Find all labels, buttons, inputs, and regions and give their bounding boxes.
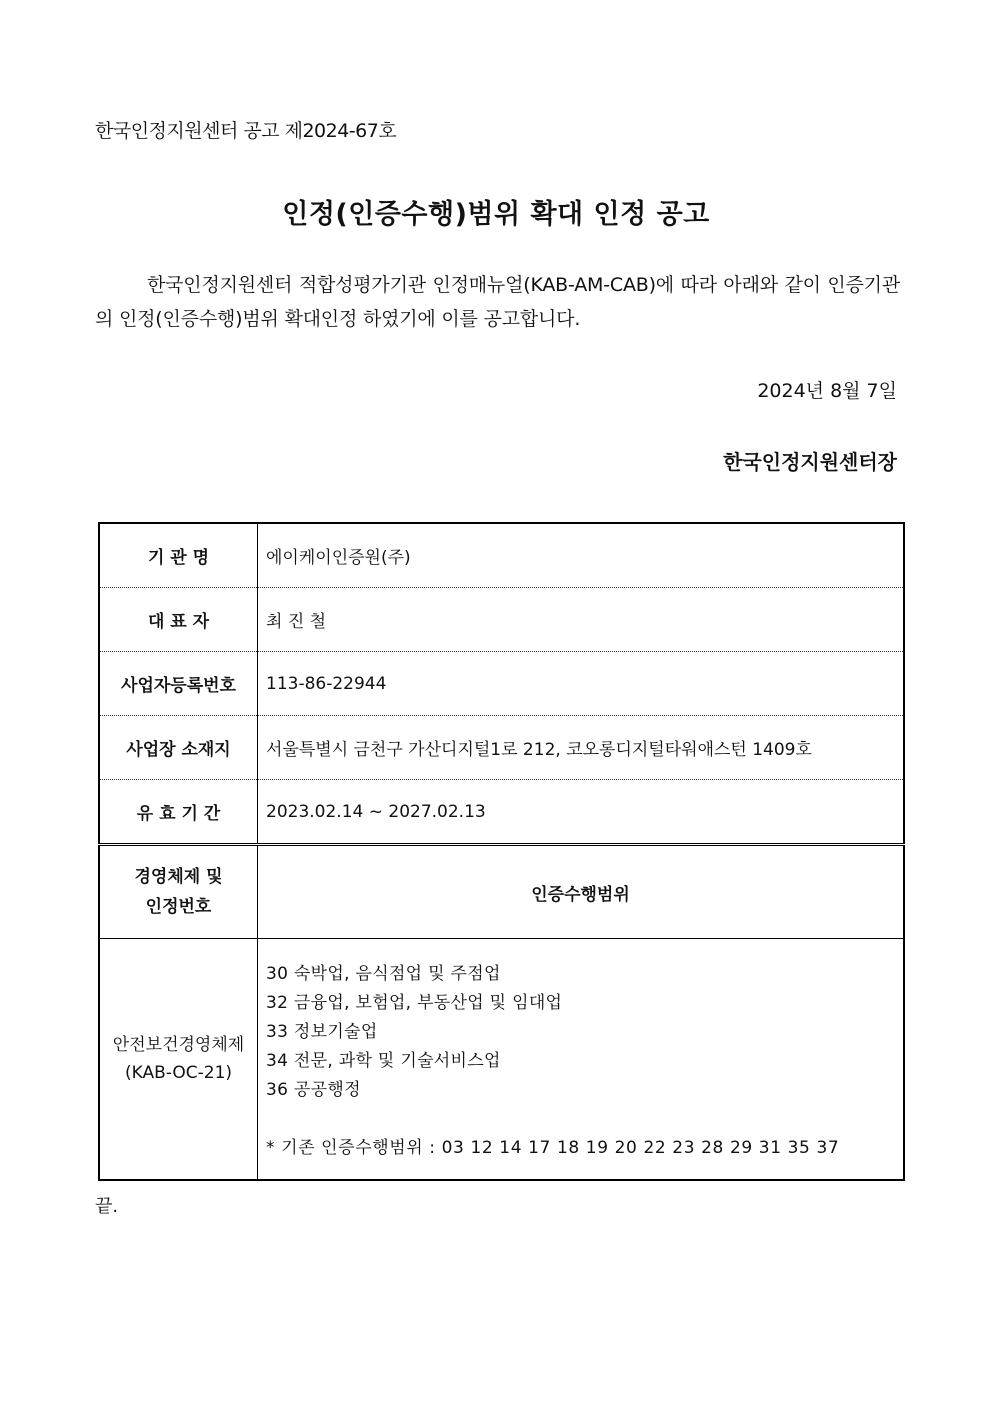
system-name: 안전보건경영체제 bbox=[112, 1035, 245, 1055]
notice-number: 한국인정지원센터 공고 제2024-67호 bbox=[95, 120, 397, 142]
scope-item: 33 정보기술업 bbox=[266, 1022, 378, 1042]
issuer-name: 한국인정지원센터장 bbox=[723, 450, 897, 474]
table-row bbox=[99, 588, 904, 652]
scope-list bbox=[266, 960, 895, 1105]
system-column-header bbox=[99, 845, 258, 939]
row-value-representative: 최 진 철 bbox=[258, 588, 905, 652]
table-row bbox=[99, 652, 904, 716]
end-mark: 끝. bbox=[95, 1196, 119, 1217]
accreditation-table bbox=[98, 522, 905, 1181]
system-accreditation-number: (KAB-OC-21) bbox=[124, 1063, 233, 1083]
row-value-address: 서울특별시 금천구 가산디지털1로 212, 코오롱디지털타워애스턴 1409호 bbox=[258, 716, 905, 780]
table-row bbox=[99, 716, 904, 780]
scope-item: 32 금융업, 보험업, 부동산업 및 임대업 bbox=[266, 993, 563, 1013]
system-header-line2: 인정번호 bbox=[145, 897, 212, 917]
scope-item: 36 공공행정 bbox=[266, 1080, 361, 1100]
scope-item: 30 숙박업, 음식점업 및 주점업 bbox=[266, 964, 501, 984]
row-value-validity: 2023.02.14 ~ 2027.02.13 bbox=[258, 780, 905, 845]
system-row bbox=[99, 939, 904, 1181]
row-label-institution: 기 관 명 bbox=[99, 523, 258, 588]
row-label-representative: 대 표 자 bbox=[99, 588, 258, 652]
table-row bbox=[99, 523, 904, 588]
row-value-business-number: 113-86-22944 bbox=[258, 652, 905, 716]
body-paragraph: 한국인정지원센터 적합성평가기관 인정매뉴얼(KAB-AM-CAB)에 따라 아래와 같이 인증기관의 인정(인증수행)범위 확대인정 하였기에 이를 공고합니다. bbox=[95, 274, 900, 330]
existing-scope-note: * 기존 인증수행범위 : 03 12 14 17 18 19 20 22 23 28 29 31 35 37 bbox=[266, 1138, 840, 1158]
page-title: 인정(인증수행)범위 확대 인정 공고 bbox=[282, 199, 710, 230]
row-value-institution: 에이케이인증원(주) bbox=[258, 523, 905, 588]
notice-date: 2024년 8월 7일 bbox=[757, 380, 897, 402]
system-name-cell bbox=[99, 939, 258, 1181]
system-header-line1: 경영체제 및 bbox=[134, 867, 223, 887]
scope-cell bbox=[258, 939, 905, 1181]
scope-column-header: 인증수행범위 bbox=[258, 845, 905, 939]
scope-header-row bbox=[99, 845, 904, 939]
scope-item: 34 전문, 과학 및 기술서비스업 bbox=[266, 1051, 501, 1071]
row-label-validity: 유 효 기 간 bbox=[99, 780, 258, 845]
row-label-address: 사업장 소재지 bbox=[99, 716, 258, 780]
table-row bbox=[99, 780, 904, 845]
row-label-business-number: 사업자등록번호 bbox=[99, 652, 258, 716]
